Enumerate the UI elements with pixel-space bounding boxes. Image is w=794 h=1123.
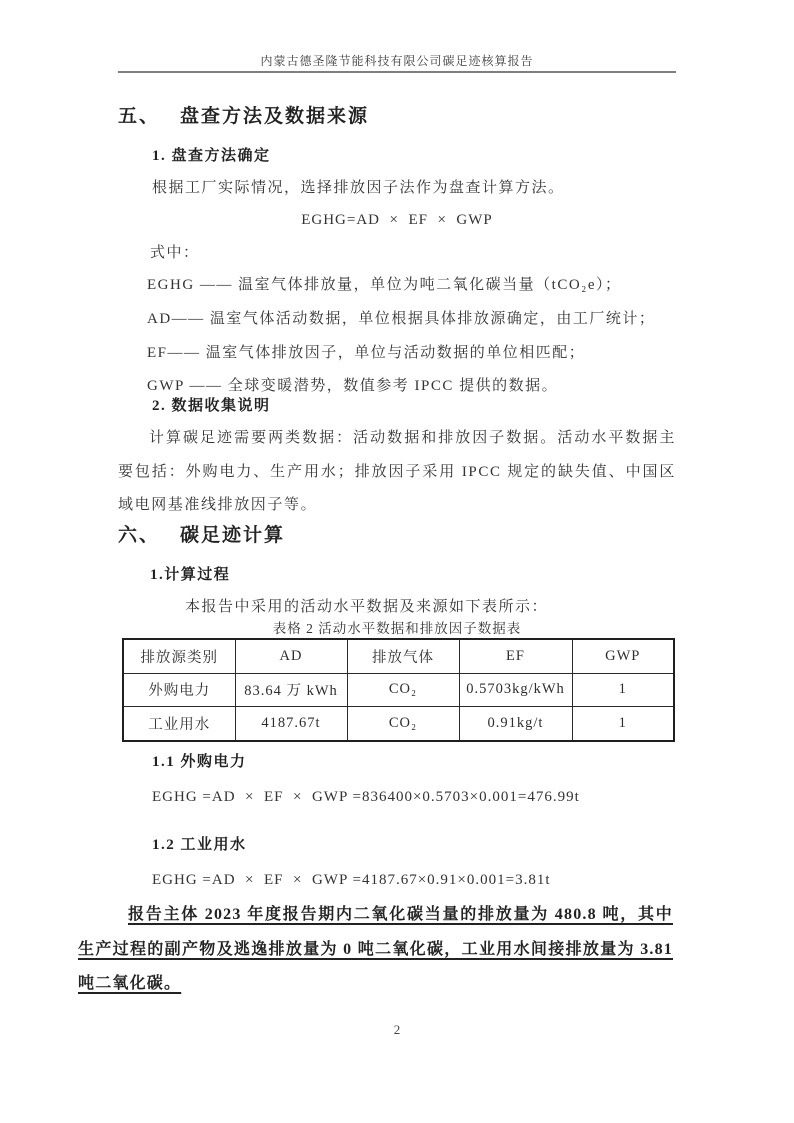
page-header-title: 内蒙古德圣隆节能科技有限公司碳足迹核算报告	[260, 54, 534, 68]
electricity-heading: 1.1 外购电力	[152, 754, 247, 770]
section-5-title: 盘查方法及数据来源	[180, 106, 370, 127]
electricity-formula: EGHG =AD × EF × GWP =836400×0.5703×0.001=476.99t	[152, 789, 580, 805]
water-heading: 1.2 工业用水	[152, 837, 247, 853]
table-cell: 外购电力	[123, 673, 235, 707]
where-label: 式中：	[150, 245, 200, 261]
section-5-number: 五、	[118, 106, 161, 127]
table-cell: CO₂	[347, 707, 459, 741]
activity-data-table	[122, 638, 675, 742]
definition-gwp: GWP —— 全球变暖潜势，数值参考 IPCC 提供的数据。	[147, 378, 559, 394]
conclusion-paragraph: 报告主体 2023 年度报告期内二氧化碳当量的排放量为 480.8 吨，其中生产过程的副产物及逃逸排放量为 0 吨二氧化碳，工业用水间接排放量为 3.81 吨二氧化碳。	[78, 906, 673, 992]
section-6-number: 六、	[118, 525, 161, 546]
table-header-cell: EF	[459, 639, 572, 673]
table-caption: 表格 2 活动水平数据和排放因子数据表	[272, 621, 522, 636]
page-number: 2	[393, 1022, 401, 1037]
section-6-heading	[118, 523, 285, 549]
subsection-method-heading: 1. 盘查方法确定	[152, 148, 271, 164]
table-cell: 0.5703kg/kWh	[459, 673, 572, 707]
table-header-cell: AD	[235, 639, 347, 673]
water-formula: EGHG =AD × EF × GWP =4187.67×0.91×0.001=3.81t	[152, 872, 551, 888]
section-6-title: 碳足迹计算	[180, 525, 286, 546]
section-5-heading	[118, 104, 369, 130]
process-heading: 1.计算过程	[150, 567, 231, 583]
definition-ad: AD—— 温室气体活动数据，单位根据具体排放源确定，由工厂统计；	[147, 311, 656, 327]
ghg-formula: EGHG=AD × EF × GWP	[301, 212, 493, 228]
table-cell: 0.91kg/t	[459, 707, 572, 741]
table-cell: 1	[572, 707, 674, 741]
method-paragraph: 根据工厂实际情况，选择排放因子法作为盘查计算方法。	[152, 180, 565, 196]
table-header-cell: GWP	[572, 639, 674, 673]
header-divider	[118, 71, 676, 73]
table-row	[123, 673, 674, 707]
table-cell: 4187.67t	[235, 707, 347, 741]
table-cell: CO₂	[347, 673, 459, 707]
table-cell: 83.64 万 kWh	[235, 673, 347, 707]
definition-eghg: EGHG —— 温室气体排放量，单位为吨二氧化碳当量（tCO₂e）；	[147, 277, 622, 293]
table-header-cell: 排放源类别	[123, 639, 235, 673]
data-collection-paragraph: 计算碳足迹需要两类数据：活动数据和排放因子数据。活动水平数据主要包括：外购电力、生产用水；排放因子采用 IPCC 规定的缺失值、中国区域电网基准线排放因子等。	[118, 430, 676, 513]
table-intro: 本报告中采用的活动水平数据及来源如下表所示：	[185, 599, 549, 615]
table-header-row	[123, 639, 674, 673]
table-header-cell: 排放气体	[347, 639, 459, 673]
definition-ef: EF—— 温室气体排放因子，单位与活动数据的单位相匹配；	[147, 345, 586, 361]
table-row	[123, 707, 674, 741]
table-cell: 1	[572, 673, 674, 707]
table-cell: 工业用水	[123, 707, 235, 741]
subsection-data-heading: 2. 数据收集说明	[152, 398, 271, 414]
